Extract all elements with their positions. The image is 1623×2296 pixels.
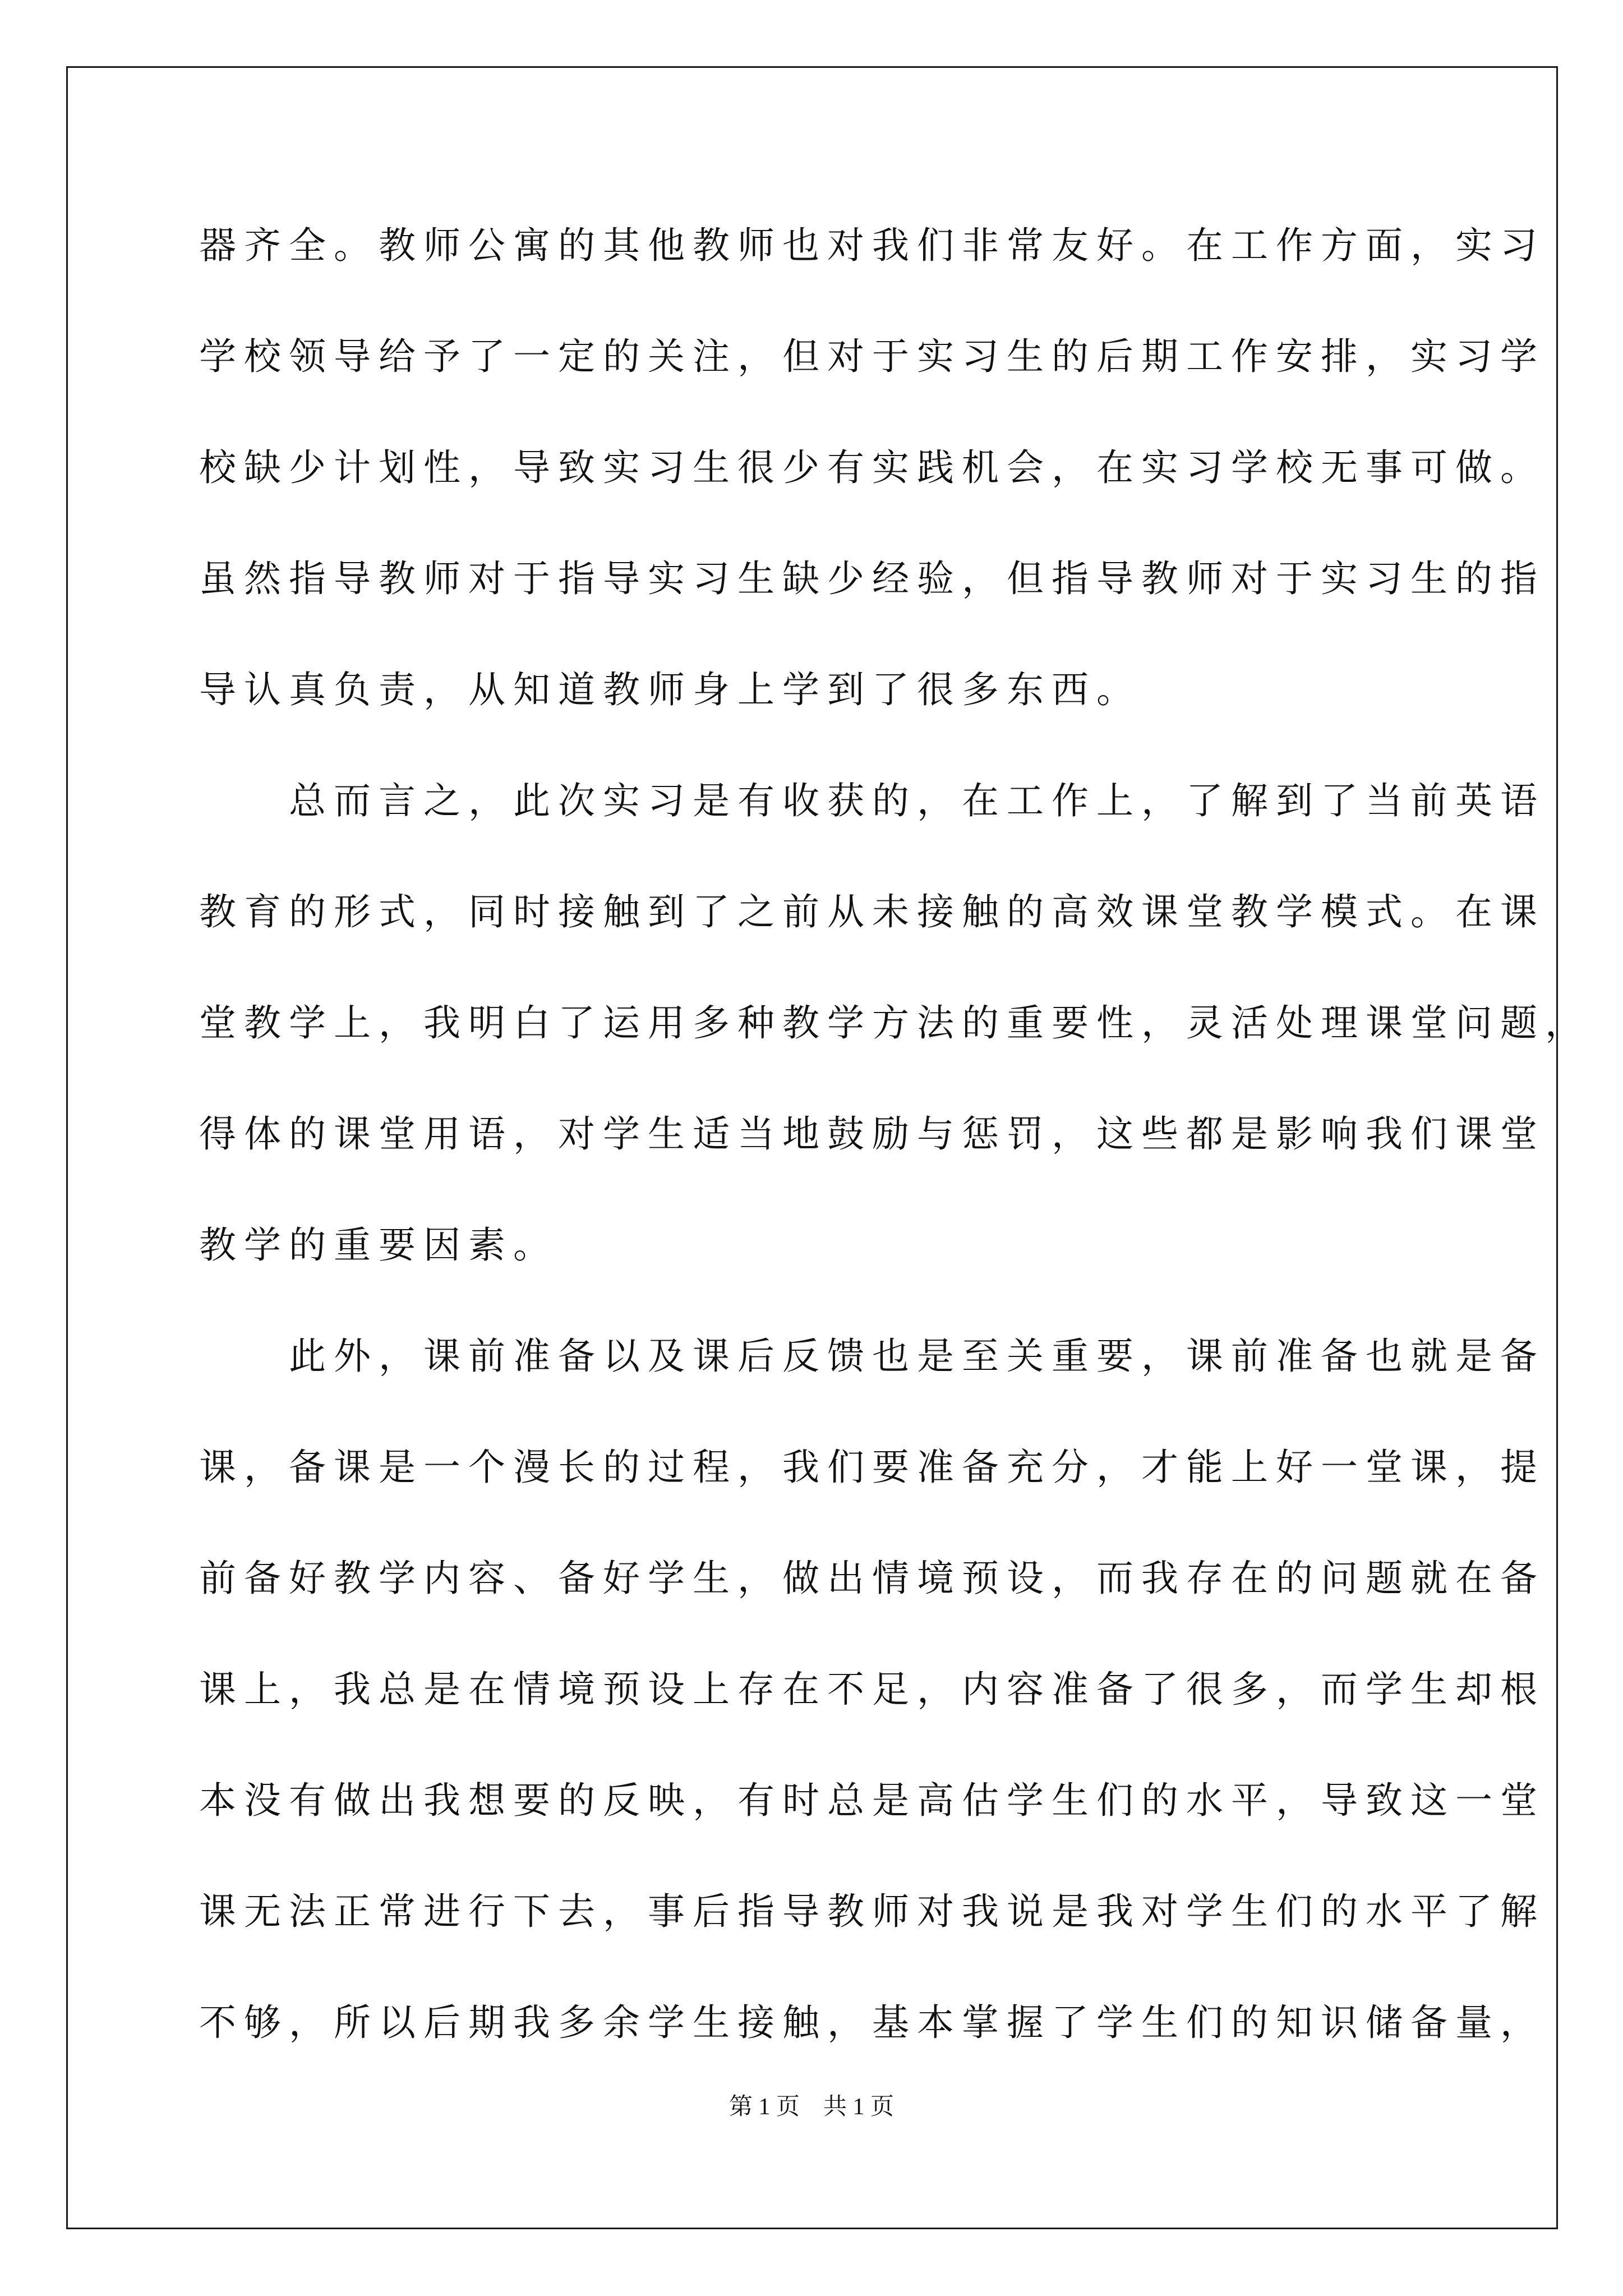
text-line: 课无法正常进行下去，事后指导教师对我说是我对学生们的水平了解 — [199, 1890, 1545, 1933]
text-line: 学校领导给予了一定的关注，但对于实习生的后期工作安排，实习学 — [199, 335, 1545, 378]
text-line: 前备好教学内容、备好学生，做出情境预设，而我存在的问题就在备 — [199, 1557, 1545, 1600]
text-line: 堂教学上，我明白了运用多种教学方法的重要性，灵活处理课堂问题， — [199, 1001, 1590, 1045]
text-line: 课上，我总是在情境预设上存在不足，内容准备了很多，而学生却根 — [199, 1668, 1545, 1711]
text-line: 器齐全。教师公寓的其他教师也对我们非常友好。在工作方面，实习 — [199, 224, 1545, 267]
text-line: 课，备课是一个漫长的过程，我们要准备充分，才能上好一堂课，提 — [199, 1446, 1545, 1489]
text-line: 本没有做出我想要的反映，有时总是高估学生们的水平，导致这一堂 — [199, 1779, 1545, 1822]
text-line: 教育的形式，同时接触到了之前从未接触的高效课堂教学模式。在课 — [199, 890, 1545, 933]
text-line: 得体的课堂用语，对学生适当地鼓励与惩罚，这些都是影响我们课堂 — [199, 1112, 1545, 1156]
page-footer: 第 1 页 共 1 页 — [728, 2094, 894, 2120]
text-line: 教学的重要因素。 — [199, 1223, 558, 1267]
text-line: 不够，所以后期我多余学生接触，基本掌握了学生们的知识储备量， — [199, 2001, 1545, 2044]
text-line: 此外，课前准备以及课后反馈也是至关重要，课前准备也就是备 — [199, 1335, 1545, 1378]
text-line: 校缺少计划性，导致实习生很少有实践机会，在实习学校无事可做。 — [199, 446, 1545, 489]
text-line: 总而言之，此次实习是有收获的，在工作上，了解到了当前英语 — [199, 779, 1545, 822]
text-line: 虽然指导教师对于指导实习生缺少经验，但指导教师对于实习生的指 — [199, 557, 1545, 600]
text-line: 导认真负责，从知道教师身上学到了很多东西。 — [199, 668, 1141, 711]
